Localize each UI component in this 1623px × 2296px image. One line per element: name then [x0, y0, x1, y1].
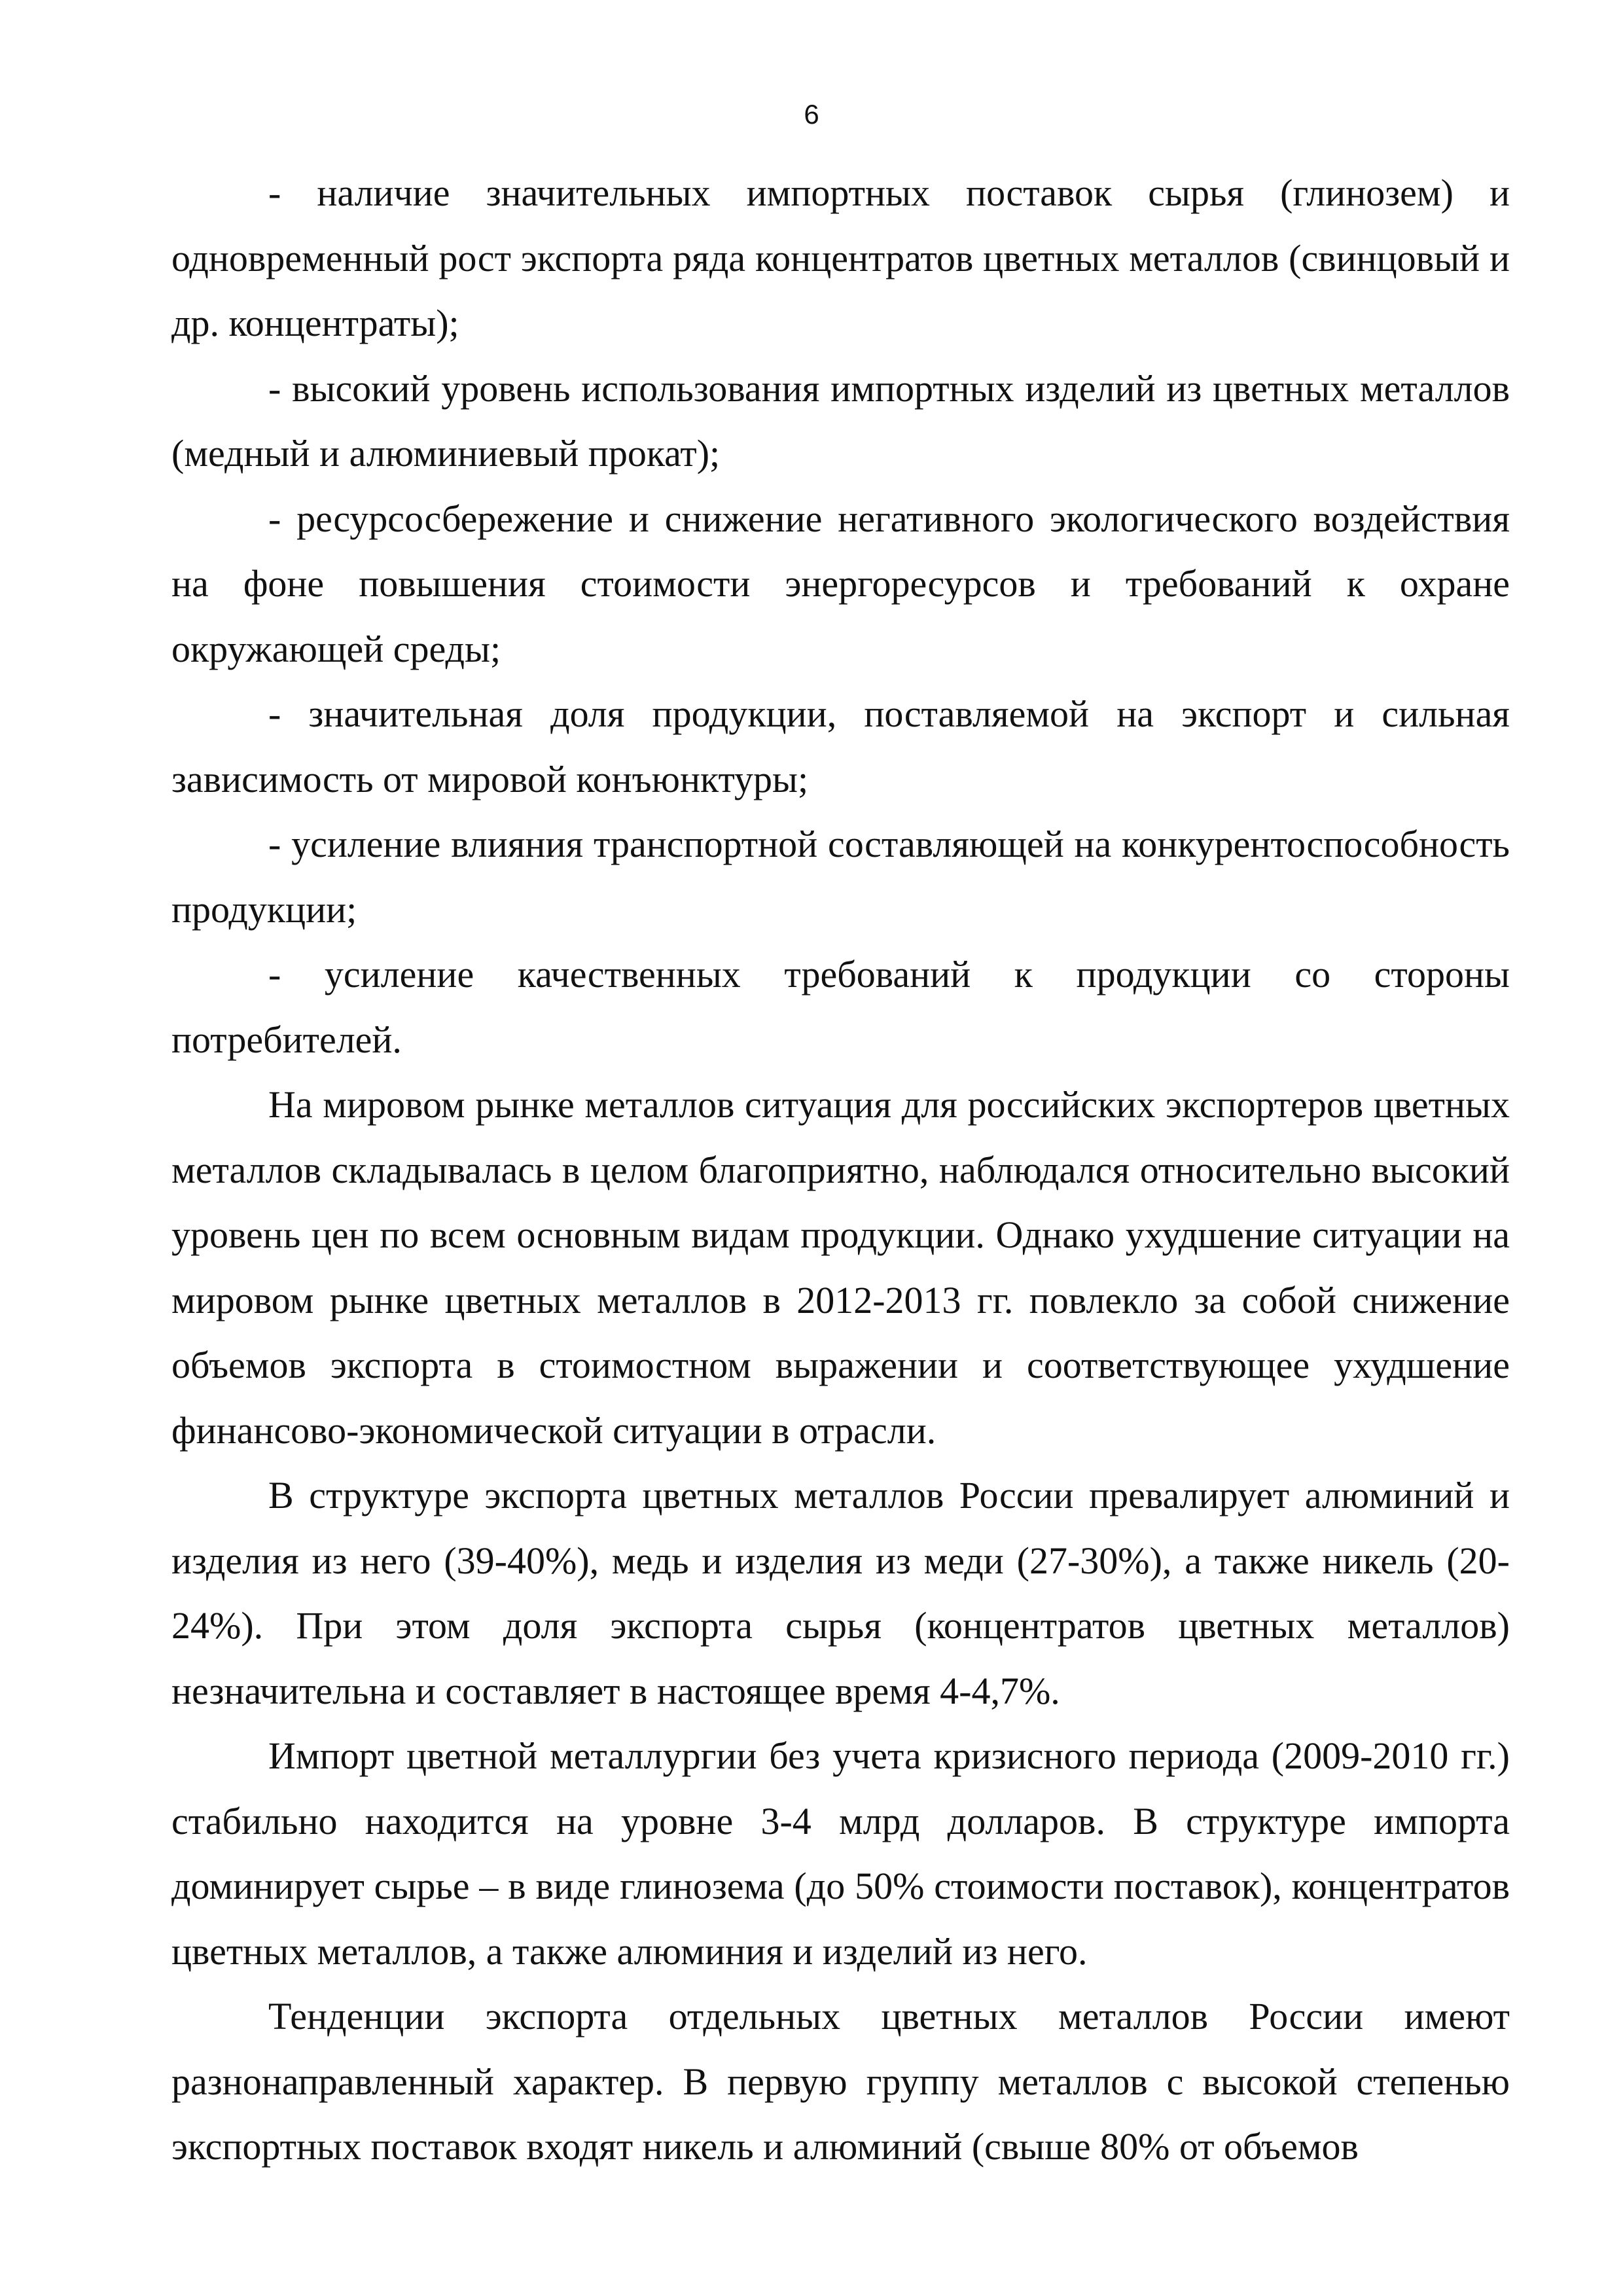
paragraph-bullet-imported-products: - высокий уровень использования импортных изделий из цветных металлов (медный и алюминиевый прокат); [171, 367, 1510, 475]
paragraph-export-structure: В структуре экспорта цветных металлов России превалирует алюминий и изделия из него (39-40%), медь и изделия из меди (27-30%), а также никель (20-24%). При этом доля экспорта сырья (концентратов цветных металлов) незначительна и составляет в настоящее время 4-4,7%. [171, 1474, 1510, 1712]
paragraph-bullet-transport-component: - усиление влияния транспортной составляющей на конкурентоспособность продукции; [171, 823, 1510, 931]
paragraph-bullet-raw-materials-import: - наличие значительных импортных поставок сырья (глинозем) и одновременный рост экспорта ряда концентратов цветных металлов (свинцовый и др. концентраты); [171, 171, 1510, 344]
paragraph-world-market: На мировом рынке металлов ситуация для российских экспортеров цветных металлов складывалась в целом благоприятно, наблюдался относительно высокий уровень цен по всем основным видам продукции. Однако ухудшение ситуации на мировом рынке цветных металлов в 2012-2013 гг. повлекло за собой снижение объемов экспорта в стоимостном выражении и соответствующее ухудшение финансово-экономической ситуации в отрасли. [171, 1083, 1510, 1452]
paragraph-bullet-export-share: - значительная доля продукции, поставляемой на экспорт и сильная зависимость от мировой конъюнктуры; [171, 692, 1510, 800]
paragraph-bullet-quality-requirements: - усиление качественных требований к продукции со стороны потребителей. [171, 953, 1510, 1061]
document-body [171, 160, 1510, 2179]
paragraph-import: Импорт цветной металлургии без учета кризисного периода (2009-2010 гг.) стабильно находится на уровне 3-4 млрд долларов. В структуре импорта доминирует сырье – в виде глинозема (до 50% стоимости поставок), концентратов цветных металлов, а также алюминия и изделий из него. [171, 1734, 1510, 1973]
paragraph-export-trends: Тенденции экспорта отдельных цветных металлов России имеют разнонаправленный характер. В первую группу металлов с высокой степенью экспортных поставок входят никель и алюминий (свыше 80% от объемов [171, 1995, 1510, 2168]
paragraph-bullet-resource-saving: - ресурсосбережение и снижение негативного экологического воздействия на фоне повышения стоимости энергоресурсов и требований к охране окружающей среды; [171, 497, 1510, 670]
page-number: 6 [804, 99, 819, 130]
